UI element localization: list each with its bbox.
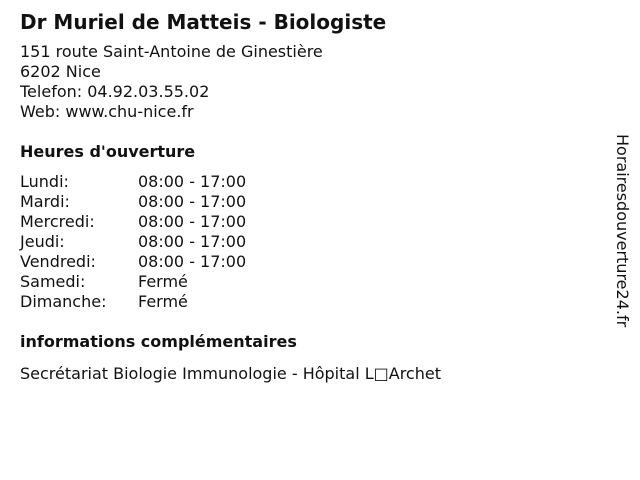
hours-day-label: Samedi: [20,272,86,291]
additional-info-text: Secrétariat Biologie Immunologie - Hôpital L□Archet [20,364,441,383]
hours-row-tuesday [20,192,600,212]
page-title: Dr Muriel de Matteis - Biologiste [20,10,387,34]
business-card [20,8,600,384]
address-street: 151 route Saint-Antoine de Ginestière [20,42,323,61]
hours-time-value: 08:00 - 17:00 [138,172,247,191]
hours-row-sunday [20,292,600,312]
hours-day-label: Mardi: [20,192,70,211]
hours-row-thursday [20,232,600,252]
opening-hours-table [20,172,600,312]
site-watermark [612,134,632,349]
opening-hours-heading: Heures d'ouverture [20,142,196,161]
hours-day-label: Lundi: [20,172,69,191]
hours-row-saturday [20,272,600,292]
hours-day-label: Mercredi: [20,212,95,231]
hours-time-value: 08:00 - 17:00 [138,192,247,211]
hours-row-friday [20,252,600,272]
hours-time-value: 08:00 - 17:00 [138,212,247,231]
hours-time-value: Fermé [138,272,188,291]
hours-time-value: Fermé [138,292,188,311]
hours-time-value: 08:00 - 17:00 [138,232,247,251]
hours-row-wednesday [20,212,600,232]
hours-row-monday [20,172,600,192]
phone-number: Telefon: 04.92.03.55.02 [20,82,210,101]
hours-day-label: Dimanche: [20,292,107,311]
watermark-text: Horairesdouverture24.fr [613,134,632,328]
website-link[interactable]: Web: www.chu-nice.fr [20,102,194,121]
additional-info-heading: informations complémentaires [20,332,297,351]
hours-day-label: Jeudi: [20,232,65,251]
hours-day-label: Vendredi: [20,252,96,271]
address-city: 6202 Nice [20,62,101,81]
hours-time-value: 08:00 - 17:00 [138,252,247,271]
